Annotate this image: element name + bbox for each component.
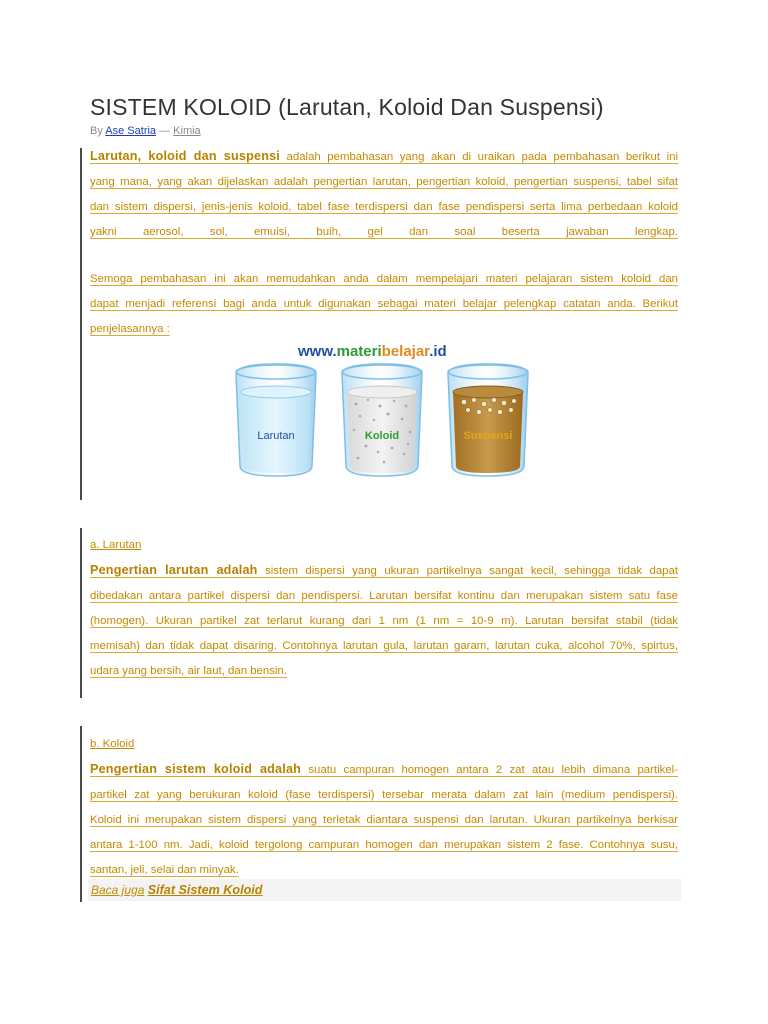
read-more-link[interactable]: Sifat Sistem Koloid	[147, 883, 263, 897]
beaker-koloid-label: Koloid	[364, 430, 400, 442]
site-materi: materi	[336, 343, 382, 360]
section-a-line5: udara yang bersih, air laut, dan bensin.	[90, 665, 287, 677]
section-a-paragraph	[90, 558, 678, 684]
section-a-line1: sistem dispersi yang ukuran partikelnya sangat kecil, sehingga tidak dapat	[257, 565, 678, 577]
beaker-suspensi	[448, 364, 528, 476]
section-b-line1: suatu campuran homogen antara 2 zat atau lebih dimana partikel-	[301, 764, 678, 776]
intro-line4: yakni aerosol, sol, emuisi, buih, gel dan soal beserta jawaban lengkap.	[90, 226, 678, 238]
site-watermark	[297, 343, 447, 360]
site-prefix: www.	[298, 343, 337, 360]
article-title: SISTEM KOLOID (Larutan, Koloid Dan Suspensi)	[90, 94, 604, 120]
intro2-line2: dapat menjadi referensi bagi anda untuk digunakan sebagai materi belajar pelengkap catatan anda. Berikut	[90, 298, 678, 310]
read-more-prefix: Baca juga	[91, 883, 145, 897]
quote-bar-koloid	[80, 726, 82, 902]
byline-by: By	[90, 125, 103, 137]
section-a-heading: a. Larutan	[90, 539, 142, 551]
beaker-koloid	[342, 364, 422, 476]
beakers-illustration	[228, 334, 540, 484]
section-a-line4: memisah) dan tidak dapat disaring. Contohnya larutan gula, larutan garam, larutan cuka, alcohol 70%, spirtus,	[90, 640, 678, 652]
intro-lead-link[interactable]: Larutan, koloid dan suspensi	[90, 149, 280, 163]
read-more-box	[88, 879, 681, 901]
section-b-line5: santan, jeli, selai dan minyak.	[90, 864, 239, 876]
intro-line2: yang mana, yang akan dijelaskan adalah pengertian larutan, pengertian koloid, pengertian suspensi, tabel sifat	[90, 176, 678, 188]
site-belajar: belajar	[381, 343, 430, 360]
beaker-suspensi-label: Suspensi	[463, 430, 513, 442]
section-a-lead-link[interactable]: Pengertian larutan adalah	[90, 563, 258, 577]
intro-line3: dan sistem dispersi, jenis-jenis koloid, tabel fase terdispersi dan fase pendispersi serta lima perbedaan koloid	[90, 201, 678, 213]
quote-bar-larutan	[80, 528, 82, 698]
category-link[interactable]: Kimia	[173, 125, 201, 137]
intro-paragraph	[90, 144, 678, 245]
section-a-line2: dibedakan antara partikel dispersi dan pendispersi. Larutan bersifat kontinu dan merupakan sistem satu fase	[90, 590, 678, 602]
quote-bar-intro	[80, 148, 82, 500]
site-suffix: .id	[429, 343, 447, 360]
section-b-line2: partikel zat yang berukuran koloid (fase terdispersi) tersebar merata dalam zat lain (medium pendispersi).	[90, 789, 678, 801]
section-a-line3: (homogen). Ukuran partikel zat terlarut kurang dari 1 nm (1 nm = 10-9 m). Larutan bersifat stabil (tidak	[90, 615, 678, 627]
section-b-paragraph	[90, 757, 678, 883]
section-b-line3: Koloid ini merupakan sistem dispersi yang terletak diantara suspensi dan larutan. Ukuran partikelnya berkisar	[90, 814, 678, 826]
beaker-larutan-label: Larutan	[257, 430, 295, 442]
byline	[90, 125, 201, 137]
intro2-line3: penjelasannya :	[90, 323, 170, 335]
intro-line1: adalah pembahasan yang akan di uraikan pada pembahasan berikut ini	[280, 151, 678, 163]
section-b-line4: antara 1-100 nm. Jadi, koloid tergolong campuran homogen dan merupakan sistem 2 fase. Contohnya susu,	[90, 839, 678, 851]
section-b-heading: b. Koloid	[90, 738, 135, 750]
intro2-line1: Semoga pembahasan ini akan memudahkan anda dalam mempelajari materi pelajaran sistem koloid dan	[90, 273, 678, 285]
beaker-larutan	[236, 364, 316, 476]
intro2-paragraph	[90, 267, 678, 342]
author-link[interactable]: Ase Satria	[105, 125, 157, 137]
section-b-lead-link[interactable]: Pengertian sistem koloid adalah	[90, 762, 302, 776]
byline-separator: —	[159, 125, 171, 137]
